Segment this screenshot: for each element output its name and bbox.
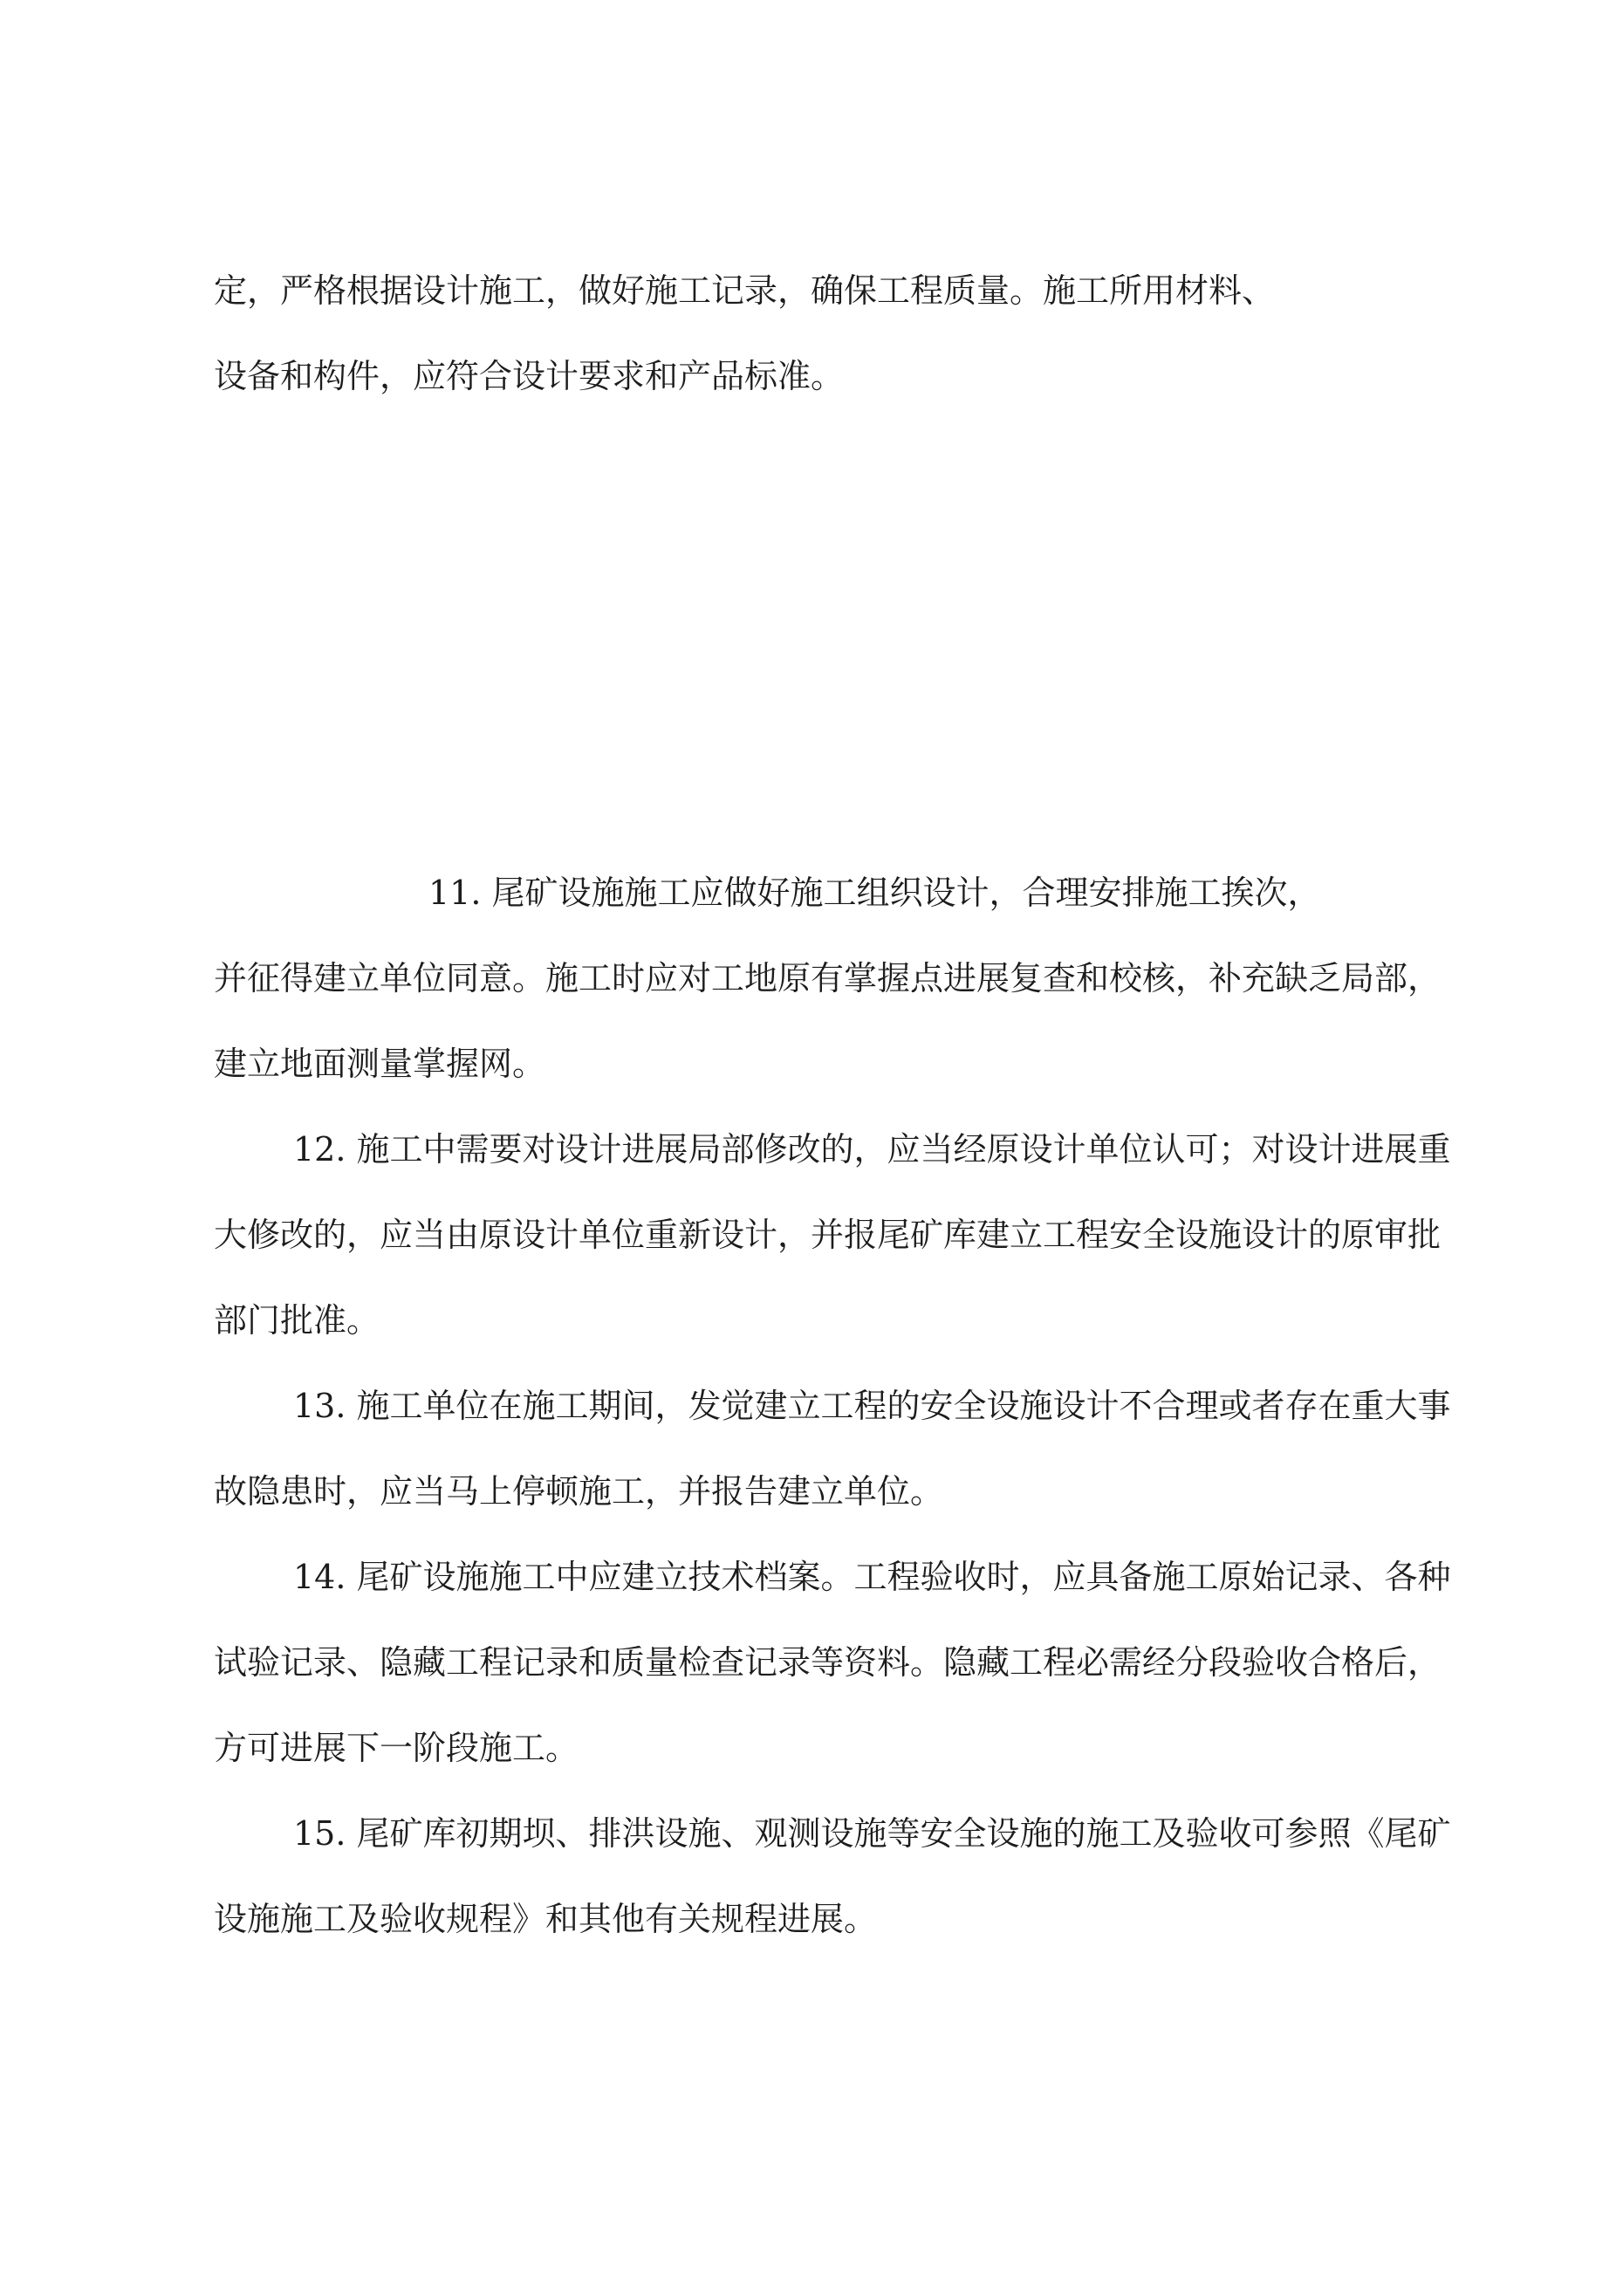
paragraph-item-13 — [214, 1363, 1451, 1534]
text-line: 13. 施工单位在施工期间，发觉建立工程的安全设施设计不合理或者存在重大事 — [293, 1387, 1451, 1425]
text-line: 方可进展下一阶段施工。 — [214, 1729, 579, 1767]
paragraph-item-15 — [214, 1791, 1451, 1962]
paragraph-item-12 — [214, 1107, 1451, 1363]
text-line: 并征得建立单位同意。施工时应对工地原有掌握点进展复查和校核，补充缺乏局部， — [214, 959, 1442, 997]
text-line: 大修改的，应当由原设计单位重新设计，并报尾矿库建立工程安全设施设计的原审批 — [214, 1216, 1442, 1254]
text-line: 故隐患时，应当马上停顿施工，并报告建立单位。 — [214, 1472, 944, 1511]
paragraph-continuation — [214, 248, 1427, 419]
paragraph-item-11 — [214, 850, 1442, 1107]
text-line: 11. 尾矿设施施工应做好施工组织设计，合理安排施工挨次， — [428, 874, 1321, 912]
text-line: 14. 尾矿设施施工中应建立技术档案。工程验收时，应具备施工原始记录、各种 — [293, 1558, 1451, 1596]
text-line: 12. 施工中需要对设计进展局部修改的，应当经原设计单位认可；对设计进展重 — [293, 1130, 1451, 1169]
text-line: 设备和构件，应符合设计要求和产品标准。 — [214, 357, 845, 395]
paragraph-item-14 — [214, 1534, 1451, 1791]
text-body — [214, 248, 1451, 1962]
text-line: 试验记录、隐藏工程记录和质量检查记录等资料。隐藏工程必需经分段验收合格后， — [214, 1643, 1442, 1682]
text-line: 建立地面测量掌握网。 — [214, 1045, 546, 1083]
text-line: 设施施工及验收规程》和其他有关规程进展。 — [214, 1900, 878, 1938]
text-line: 15. 尾矿库初期坝、排洪设施、观测设施等安全设施的施工及验收可参照《尾矿 — [293, 1814, 1451, 1853]
text-line: 定，严格根据设计施工，做好施工记录，确保工程质量。施工所用材料、 — [214, 271, 1276, 310]
blank-gap — [214, 419, 1427, 850]
text-line: 部门批准。 — [214, 1301, 380, 1340]
